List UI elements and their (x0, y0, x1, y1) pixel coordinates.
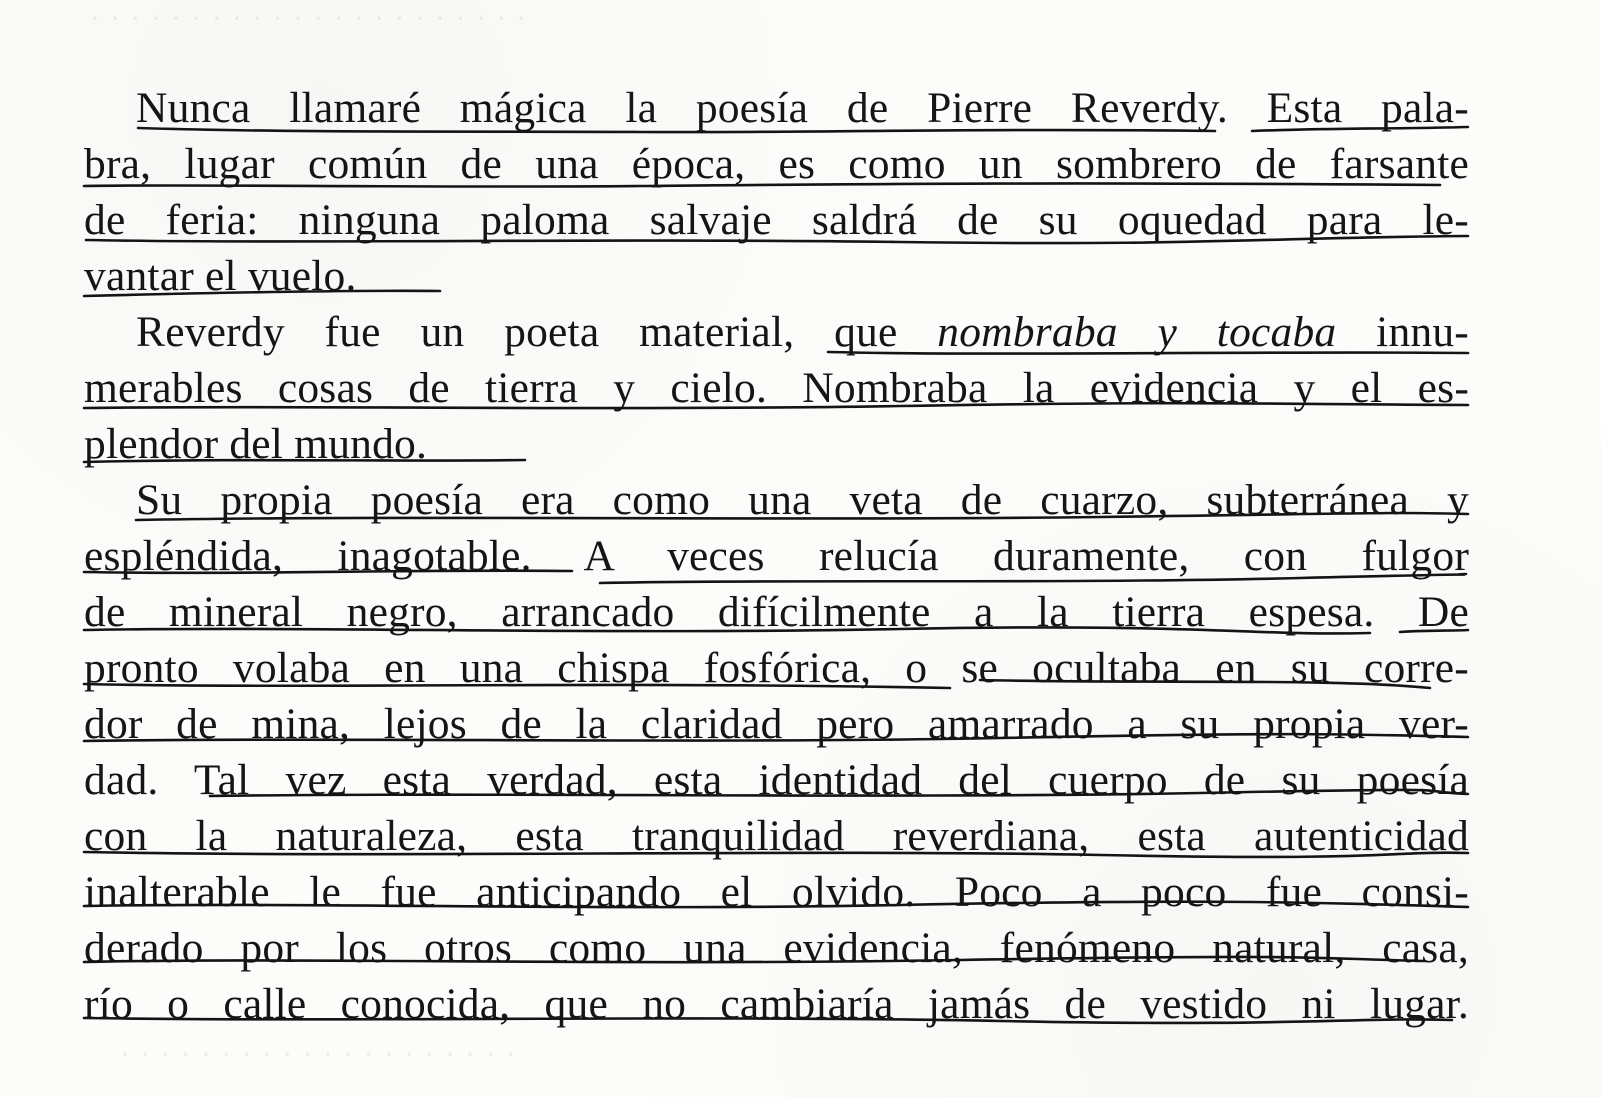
bleed-through-text-top: · · · · · · · · · · · · · · · · · · · · · · (90, 4, 529, 35)
paragraph-3-line-8: inalterable le fue anticipando el olvido. Poco a poco fue consi- (84, 868, 1469, 916)
paragraph-1-line-3: de feria: ninguna paloma salvaje saldrá de su oquedad para le- (84, 196, 1469, 244)
paragraph-2-line-1-start: Reverdy fue un poeta material, que (136, 308, 938, 356)
paragraph-3-line-10: río o calle conocida, que no cambiaría jamás de vestido ni lugar. (84, 980, 1469, 1028)
paragraph-2 (84, 304, 1469, 472)
paragraph-3 (84, 472, 1469, 1032)
paragraph-1-line-2: bra, lugar común de una época, es como un sombrero de farsante (84, 140, 1469, 188)
paragraph-2-line-1-italic: nombraba y tocaba (937, 308, 1337, 356)
paragraph-1-line-4: vantar el vuelo. (84, 252, 357, 300)
paragraph-3-line-7: con la naturaleza, esta tranquilidad reverdiana, esta autenticidad (84, 812, 1469, 860)
paragraph-3-line-9: derado por los otros como una evidencia, fenómeno natural, casa, (84, 924, 1469, 972)
bleed-through-text-bottom: · · · · · · · · · · · · · · · · · · · · (120, 1040, 518, 1071)
paragraph-2-line-1-end: innu- (1336, 308, 1469, 356)
paragraph-2-line-3: plendor del mundo. (84, 420, 428, 468)
paragraph-3-line-1: Su propia poesía era como una veta de cuarzo, subterránea y (136, 476, 1469, 524)
paragraph-3-line-5: dor de mina, lejos de la claridad pero amarrado a su propia ver- (84, 700, 1469, 748)
paragraph-3-line-4: pronto volaba en una chispa fosfórica, o se ocultaba en su corre- (84, 644, 1469, 692)
paragraph-2-line-1 (84, 304, 1469, 360)
text-block (84, 80, 1469, 1032)
paragraph-3-line-6: dad. Tal vez esta verdad, esta identidad del cuerpo de su poesía (84, 756, 1469, 804)
paragraph-3-line-2: espléndida, inagotable. A veces relucía duramente, con fulgor (84, 532, 1469, 580)
paragraph-2-line-2: merables cosas de tierra y cielo. Nombraba la evidencia y el es- (84, 364, 1469, 412)
paragraph-3-line-3: de mineral negro, arrancado difícilmente a la tierra espesa. De (84, 588, 1469, 636)
paragraph-1-line-1: Nunca llamaré mágica la poesía de Pierre Reverdy. Esta pala- (136, 84, 1469, 132)
paragraph-1 (84, 80, 1469, 304)
